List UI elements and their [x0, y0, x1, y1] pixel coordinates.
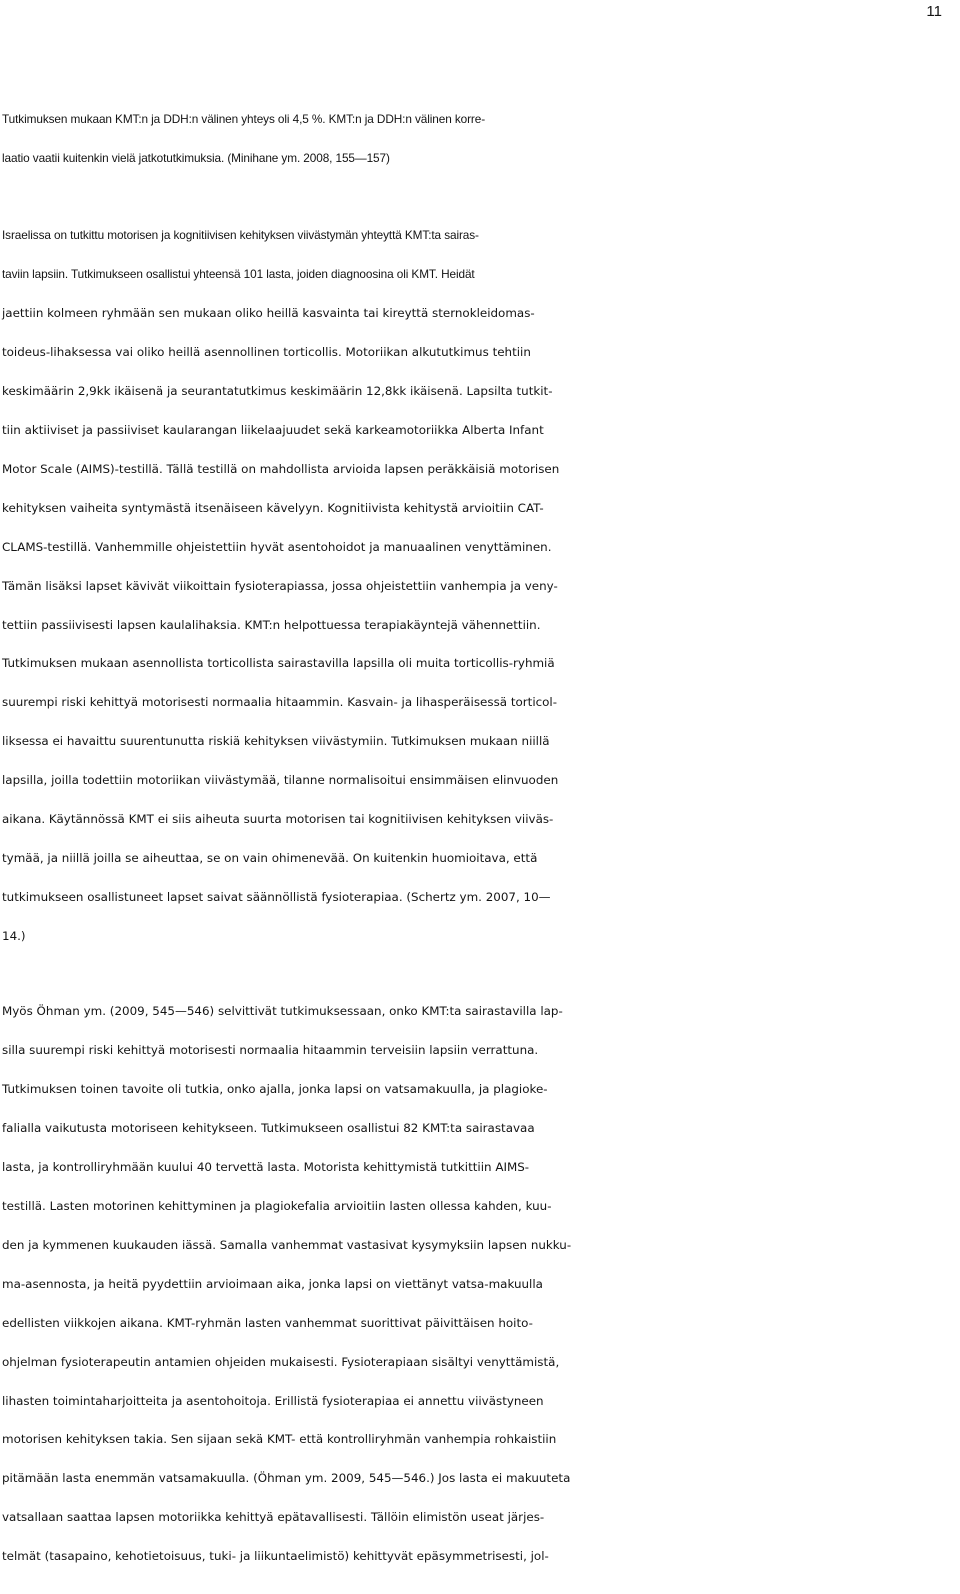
text-line: tettiin passiivisesti lapsen kaulalihaksia. KMT:n helpottuessa terapiakäyntejä vähennettiin. [2, 617, 541, 632]
text-line: jaettiin kolmeen ryhmään sen mukaan oliko heillä kasvainta tai kireyttä sternokleidomas- [2, 305, 535, 320]
text-line: tiin aktiiviset ja passiiviset kaularangan liikelaajuudet sekä karkeamotoriikka Alberta Infant [2, 422, 544, 437]
text-line: Israelissa on tutkittu motorisen ja kognitiivisen kehityksen viivästymän yhteyttä KMT:ta sairas- [2, 228, 479, 242]
paragraph-kmt-ddh [0, 100, 960, 178]
text-line: tutkimukseen osallistuneet lapset saivat säännöllistä fysioterapiaa. (Schertz ym. 2007, 10— [2, 890, 551, 905]
text-line: taviin lapsiin. Tutkimukseen osallistui yhteensä 101 lasta, joiden diagnoosina oli KMT. Heidät [2, 266, 475, 281]
text-line: den ja kymmenen kuukauden iässä. Samalla vanhemmat vastasivat kysymyksiin lapsen nukku- [2, 1237, 572, 1252]
text-line: testillä. Lasten motorinen kehittyminen ja plagiokefalia arvioitiin lasten ollessa kahden, kuu- [2, 1198, 552, 1213]
text-line: lasta, ja kontrolliryhmään kuului 40 tervettä lasta. Motorista kehittymistä tutkittiin AIMS- [2, 1159, 530, 1174]
text-line: Tutkimuksen toinen tavoite oli tutkia, onko ajalla, jonka lapsi on vatsamakuulla, ja plagioke- [2, 1081, 548, 1096]
text-line: toideus-lihaksessa vai oliko heillä asennollinen torticollis. Motoriikan alkututkimus tehtiin [2, 344, 531, 359]
text-line: vatsallaan saattaa lapsen motoriikka kehittyä epätavallisesti. Tällöin elimistön useat järjes- [2, 1510, 545, 1525]
text-line: laatio vaatii kuitenkin vielä jatkotutkimuksia. (Minihane ym. 2008, 155—157) [2, 150, 390, 165]
text-line: telmät (tasapaino, kehotietoisuus, tuki- ja liikuntaelimistö) kehittyvät epäsymmetrisesti, jol- [2, 1549, 549, 1564]
text-line: liksessa ei havaittu suurentunutta riskiä kehityksen viivästymiin. Tutkimuksen mukaan niillä [2, 734, 550, 749]
text-line: pitämään lasta enemmän vatsamakuulla. (Öhman ym. 2009, 545—546.) Jos lasta ei makuuteta [2, 1471, 571, 1486]
text-line: falialla vaikutusta motoriseen kehitykseen. Tutkimukseen osallistui 82 KMT:ta sairastavaa [2, 1120, 535, 1135]
text-line: suurempi riski kehittyä motorisesti normaalia hitaammin. Kasvain- ja lihasperäisessä torticol- [2, 695, 558, 710]
text-line: silla suurempi riski kehittyä motorisesti normaalia hitaammin terveisiin lapsiin verrattuna. [2, 1042, 539, 1057]
text-line: kehityksen vaiheita syntymästä itsenäiseen kävelyyn. Kognitiivista kehitystä arvioitiin CAT- [2, 500, 544, 515]
text-line: motorisen kehityksen takia. Sen sijaan sekä KMT- että kontrolliryhmän vanhempia rohkaistiin [2, 1432, 557, 1447]
page-number: 11 [926, 3, 942, 20]
text-line: CLAMS-testillä. Vanhemmille ohjeistettiin hyvät asentohoidot ja manuaalinen venyttäminen. [2, 539, 552, 554]
text-line: lapsilla, joilla todettiin motoriikan viivästymää, tilanne normalisoitui ensimmäisen elinvuoden [2, 773, 559, 788]
text-line: keskimäärin 2,9kk ikäisenä ja seurantatutkimus keskimäärin 12,8kk ikäisenä. Lapsilta tutkit- [2, 383, 553, 398]
text-line: edellisten viikkojen aikana. KMT-ryhmän lasten vanhemmat suorittivat päivittäisen hoito- [2, 1315, 533, 1330]
text-line: Tutkimuksen mukaan asennollista torticollista sairastavilla lapsilla oli muita torticollis-ryhmiä [2, 656, 555, 671]
paragraph-ohman-study [0, 992, 960, 1576]
text-line: Myös Öhman ym. (2009, 545—546) selvittivät tutkimuksessaan, onko KMT:ta sairastavilla lap- [2, 1004, 563, 1018]
text-line: lihasten toimintaharjoitteita ja asentohoitoja. Erillistä fysioterapiaa ei annettu viivästyneen [2, 1393, 544, 1408]
text-line: aikana. Käytännössä KMT ei siis aiheuta suurta motorisen tai kognitiivisen kehityksen viiväs- [2, 812, 554, 827]
text-line: Tutkimuksen mukaan KMT:n ja DDH:n välinen yhteys oli 4,5 %. KMT:n ja DDH:n välinen korre- [2, 112, 486, 126]
text-line: ma-asennosta, ja heitä pyydettiin arvioimaan aika, jonka lapsi on viettänyt vatsa-makuulla [2, 1276, 543, 1291]
text-line: Tämän lisäksi lapset kävivät viikoittain fysioterapiassa, jossa ohjeistettiin vanhempia ja veny- [2, 578, 558, 593]
text-line: Motor Scale (AIMS)-testillä. Tällä testillä on mahdollista arvioida lapsen peräkkäisiä motorisen [2, 461, 560, 476]
text-line: 14.) [2, 929, 26, 944]
text-line: tymää, ja niillä joilla se aiheuttaa, se on vain ohimenevää. On kuitenkin huomioitava, että [2, 851, 538, 866]
text-line: ohjelman fysioterapeutin antamien ohjeiden mukaisesti. Fysioterapiaan sisältyi venyttämistä, [2, 1354, 560, 1369]
paragraph-israel-study [0, 216, 960, 956]
